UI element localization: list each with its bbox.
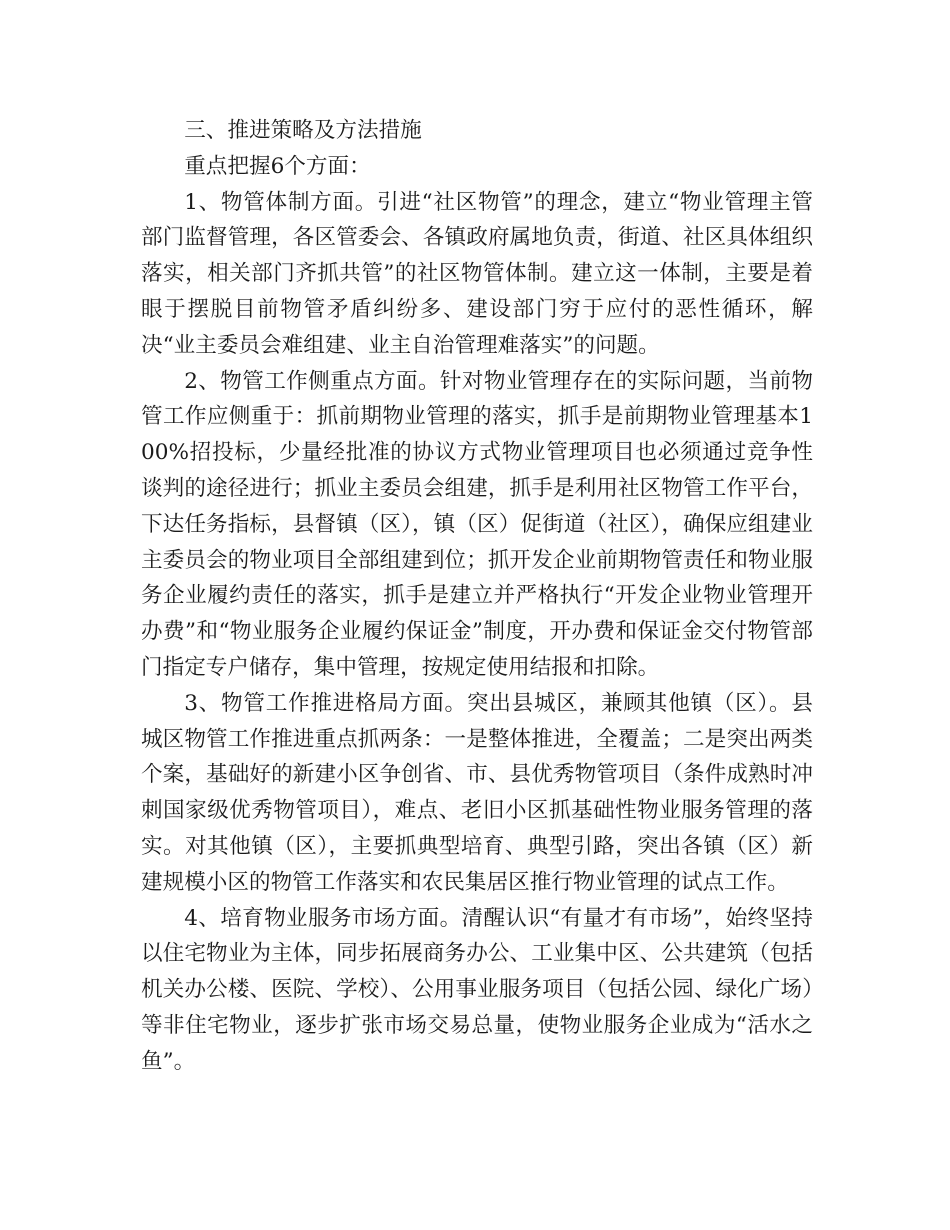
paragraph-2: 2、物管工作侧重点方面。针对物业管理存在的实际问题，当前物管工作应侧重于：抓前期物业管理的落实，抓手是前期物业管理基本100%招投标，少量经批准的协议方式物业管理项目也必须通过竞争性谈判的途径进行；抓业主委员会组建，抓手是利用社区物管工作平台，下达任务指标，县督镇（区），镇（区）促街道（社区），确保应组建业主委员会的物业项目全部组建到位；抓开发企业前期物管责任和物业服务企业履约责任的落实，抓手是建立并严格执行“开发企业物业管理开办费”和“物业服务企业履约保证金”制度，开办费和保证金交付物管部门指定专户储存，集中管理，按规定使用结报和扣除。 bbox=[141, 368, 813, 680]
paragraph-1: 1、物管体制方面。引进“社区物管”的理念，建立“物业管理主管部门监督管理，各区管委会、各镇政府属地负责，街道、社区具体组织落实，相关部门齐抓共管”的社区物管体制。建立这一体制，主要是着眼于摆脱目前物管矛盾纠纷多、建设部门穷于应付的恶性循环，解决“业主委员会难组建、业主自治管理难落实”的问题。 bbox=[141, 189, 813, 358]
document-body bbox=[141, 113, 813, 1080]
paragraph-4: 4、培育物业服务市场方面。清醒认识“有量才有市场”，始终坚持以住宅物业为主体，同步拓展商务办公、工业集中区、公共建筑（包括机关办公楼、医院、学校）、公用事业服务项目（包括公园、绿化广场）等非住宅物业，逐步扩张市场交易总量，使物业服务企业成为“活水之鱼”。 bbox=[141, 905, 813, 1074]
intro-line: 重点把握6个方面： bbox=[184, 153, 371, 179]
section-heading: 三、推进策略及方法措施 bbox=[184, 118, 422, 143]
paragraph-3: 3、物管工作推进格局方面。突出县城区，兼顾其他镇（区）。县城区物管工作推进重点抓两条：一是整体推进，全覆盖；二是突出两类个案，基础好的新建小区争创省、市、县优秀物管项目（条件成熟时冲刺国家级优秀物管项目），难点、老旧小区抓基础性物业服务管理的落实。对其他镇（区），主要抓典型培育、典型引路，突出各镇（区）新建规模小区的物管工作落实和农民集居区推行物业管理的试点工作。 bbox=[141, 690, 813, 895]
